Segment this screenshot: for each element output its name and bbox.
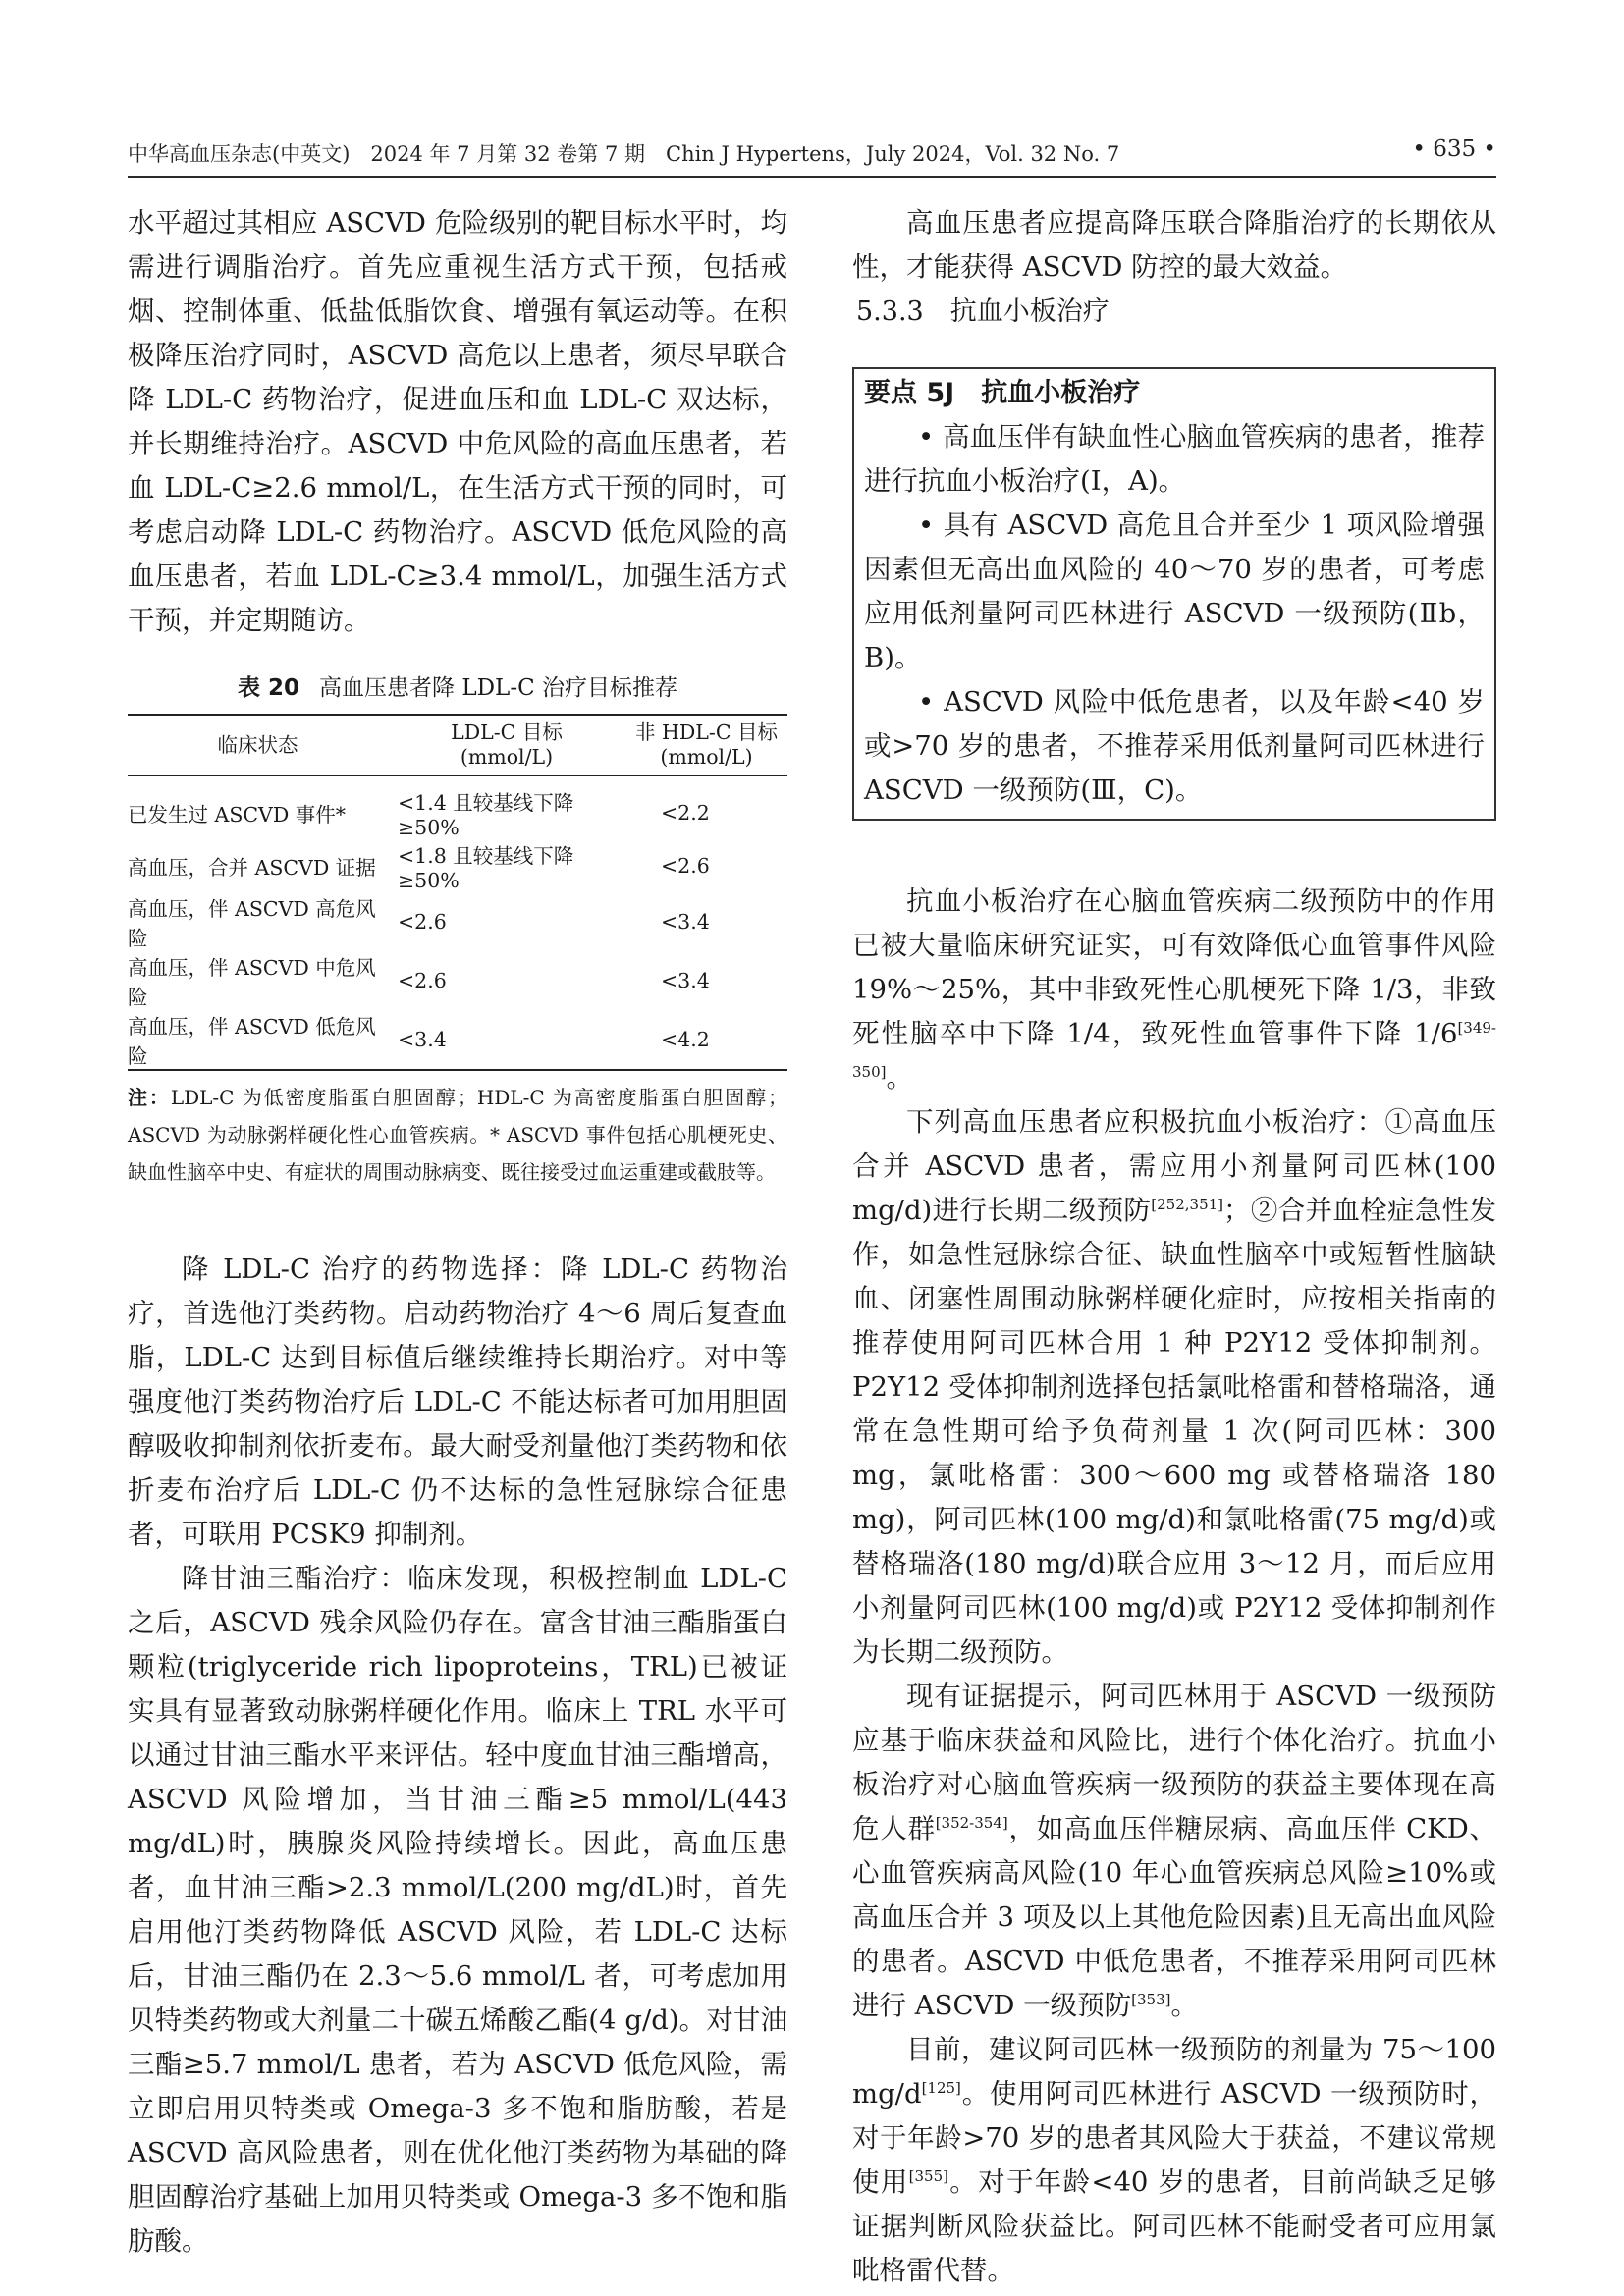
table-note-label: 注：: [128, 1086, 171, 1109]
table-label: 表 20: [238, 675, 300, 701]
cell-nonhdl: <3.4: [661, 969, 710, 992]
table-title: 高血压患者降 LDL-C 治疗目标推荐: [319, 675, 677, 701]
cell-ldl: <1.4 且较基线下降≥50%: [398, 791, 574, 839]
table-note: [128, 1079, 787, 1191]
ldl-target-table: [128, 714, 787, 1071]
paragraph-lipid-intro: 水平超过其相应 ASCVD 危险级别的靶目标水平时，均需进行调脂治疗。首先应重视生活方式干预，包括戒烟、控制体重、低盐低脂饮食、增强有氧运动等。在积极降压治疗同时，ASCVD 高危以上患者，须尽早联合降 LDL-C 药物治疗，促进血压和血 LDL-C 双达标，并长期维持治疗。ASCVD 中危风险的高血压患者，若血 LDL-C≥2.6 mmol/L，在生活方式干预的同时，可考虑启动降 LDL-C 药物治疗。ASCVD 低危风险的高血压患者，若血 LDL-C≥3.4 mmol/L，加强生活方式干预，并定期随访。: [128, 207, 787, 636]
table-note-text: LDL-C 为低密度脂蛋白胆固醇；HDL-C 为高密度脂蛋白胆固醇；ASCVD 为动脉粥样硬化性心血管疾病。* ASCVD 事件包括心肌梗死史、缺血性脑卒中史、有症状的周围动脉病变、既往接受过血运重建或截肢等。: [128, 1086, 787, 1184]
header-nonhdl-target: 非 HDL-C 目标 (mmol/L): [634, 721, 779, 769]
cell-nonhdl: <2.6: [661, 854, 710, 878]
cell-state: 已发生过 ASCVD 事件*: [128, 803, 347, 827]
key-point-2: • 具有 ASCVD 高危且合并至少 1 项风险增强因素但无高出血风险的 40～70 岁的患者，可考虑应用低剂量阿司匹林进行 ASCVD 一级预防(Ⅱb，B)。: [864, 509, 1485, 673]
paragraph-indications: 下列高血压患者应积极抗血小板治疗：①高血压合并 ASCVD 患者，需应用小剂量阿司匹林(100 mg/d)进行长期二级预防[252,351]；②合并血栓症急性发作，如急性冠脉综合征、缺血性脑卒中或短暂性脑缺血、闭塞性周围动脉粥样硬化症时，应按相关指南的推荐使用阿司匹林合用 1 种 P2Y12 受体抑制剂。P2Y12 受体抑制剂选择包括氯吡格雷和替格瑞洛，通常在急性期可给予负荷剂量 1 次(阿司匹林：300 mg，氯吡格雷：300～600 mg 或替格瑞洛 180 mg)，阿司匹林(100 mg/d)和氯吡格雷(75 mg/d)或替格瑞洛(180 mg/d)联合应用 3～12 月，而后应用小剂量阿司匹林(100 mg/d)或 P2Y12 受体抑制剂作为长期二级预防。: [852, 1106, 1497, 1668]
reference-marker: [355]: [908, 2166, 948, 2185]
paragraph-ldl-drugs: 降 LDL-C 治疗的药物选择：降 LDL-C 药物治疗，首选他汀类药物。启动药物治疗 4～6 周后复查血脂，LDL-C 达到目标值后继续维持长期治疗。对中等强度他汀类药物治疗后 LDL-C 不能达标者可加用胆固醇吸收抑制剂依折麦布。最大耐受剂量他汀类药物和依折麦布治疗后 LDL-C 仍不达标的急性冠脉综合征患者，可联用 PCSK9 抑制剂。: [128, 1254, 787, 1550]
table-header-row: [128, 715, 787, 776]
reference-marker: [352-354]: [935, 1813, 1008, 1832]
paragraph-triglyceride: 降甘油三酯治疗：临床发现，积极控制血 LDL-C 之后，ASCVD 残余风险仍存在。富含甘油三酯脂蛋白颗粒(triglyceride rich lipoproteins，TRL)已被证实具有显著致动脉粥样硬化作用。临床上 TRL 水平可以通过甘油三酯水平来评估。轻中度血甘油三酯增高，ASCVD 风险增加，当甘油三酯≥5 mmol/L(443 mg/dL)时，胰腺炎风险持续增长。因此，高血压患者，血甘油三酯>2.3 mmol/L(200 mg/dL)时，首先启用他汀类药物降低 ASCVD 风险，若 LDL-C 达标后，甘油三酯仍在 2.3～5.6 mmol/L 者，可考虑加用贝特类药物或大剂量二十碳五烯酸乙酯(4 g/d)。对甘油三酯≥5.7 mmol/L 患者，若为 ASCVD 低危风险，需立即启用贝特类或 Omega-3 多不饱和脂肪酸，若是 ASCVD 高风险患者，则在优化他汀类药物为基础的降胆固醇治疗基础上加用贝特类或 Omega-3 多不饱和脂肪酸。: [128, 1563, 787, 2257]
cell-ldl: <2.6: [398, 910, 447, 934]
key-points-box: [852, 367, 1496, 821]
header-ldl-target: LDL-C 目标 (mmol/L): [451, 721, 563, 769]
cell-ldl: <1.8 且较基线下降≥50%: [398, 844, 574, 892]
cell-nonhdl: <2.2: [661, 801, 710, 825]
cell-state: 高血压，伴 ASCVD 低危风险: [128, 1015, 376, 1068]
paragraph-secondary-prevention: 抗血小板治疗在心脑血管疾病二级预防中的作用已被大量临床研究证实，可有效降低心血管事件风险 19%～25%，其中非致死性心肌梗死下降 1/3，非致死性脑卒中下降 1/4，致死性血管事件下降 1/6[349-350]。: [852, 885, 1496, 1094]
reference-marker: [349-350]: [852, 1018, 1496, 1081]
journal-citation: 中华高血压杂志(中英文) 2024 年 7 月第 32 卷第 7 期 Chin J Hypertens，July 2024，Vol. 32 No. 7: [128, 142, 1120, 166]
left-column: [128, 201, 787, 2264]
page-number: • 635 •: [1412, 136, 1496, 162]
key-points-title: 要点 5J 抗血小板治疗: [864, 378, 1141, 408]
paragraph-primary-prevention: 现有证据提示，阿司匹林用于 ASCVD 一级预防应基于临床获益和风险比，进行个体化治疗。抗血小板治疗对心脑血管疾病一级预防的获益主要体现在高危人群[352-354]，如高血压伴糖尿病、高血压伴 CKD、心血管疾病高风险(10 年心血管疾病总风险≥10%或高血压合并 3 项及以上其他危险因素)且无高出血风险的患者。ASCVD 中低危患者，不推荐采用阿司匹林进行 ASCVD 一级预防[353]。: [852, 1681, 1496, 2021]
key-point-3: • ASCVD 风险中低危患者，以及年龄<40 岁或>70 岁的患者，不推荐采用低剂量阿司匹林进行 ASCVD 一级预防(Ⅲ，C)。: [864, 686, 1485, 806]
reference-marker: [353]: [1131, 1990, 1171, 2008]
header-clinical-state: 临床状态: [217, 732, 298, 757]
paragraph-aspirin-dose: 目前，建议阿司匹林一级预防的剂量为 75～100 mg/d[125]。使用阿司匹林进行 ASCVD 一级预防时，对于年龄>70 岁的患者其风险大于获益，不建议常规使用[355]。对于年龄<40 岁的患者，目前尚缺乏足够证据判断风险获益比。阿司匹林不能耐受者可应用氯吡格雷代替。: [852, 2034, 1496, 2286]
table-row: [128, 839, 787, 892]
cell-state: 高血压，合并 ASCVD 证据: [128, 856, 376, 880]
cell-state: 高血压，伴 ASCVD 中危风险: [128, 956, 376, 1009]
key-point-1: • 高血压伴有缺血性心脑血管疾病的患者，推荐进行抗血小板治疗(Ⅰ，A)。: [864, 421, 1485, 497]
reference-marker: [125]: [921, 2078, 961, 2097]
table-row: [128, 892, 787, 951]
reference-marker: [252,351]: [1151, 1195, 1224, 1213]
right-column: [852, 201, 1496, 2293]
cell-state: 高血压，伴 ASCVD 高危风险: [128, 897, 376, 950]
section-heading: 5.3.3 抗血小板治疗: [856, 296, 1110, 327]
cell-ldl: <3.4: [398, 1028, 447, 1051]
cell-nonhdl: <4.2: [661, 1028, 710, 1051]
table-caption: [128, 669, 787, 702]
table-row: [128, 951, 787, 1010]
cell-nonhdl: <3.4: [661, 910, 710, 934]
cell-ldl: <2.6: [398, 969, 447, 992]
table-row: [128, 1010, 787, 1070]
paragraph-adherence: 高血压患者应提高降压联合降脂治疗的长期依从性，才能获得 ASCVD 防控的最大效益。: [852, 207, 1496, 283]
running-header: [128, 133, 1496, 178]
table-row: [128, 776, 787, 840]
